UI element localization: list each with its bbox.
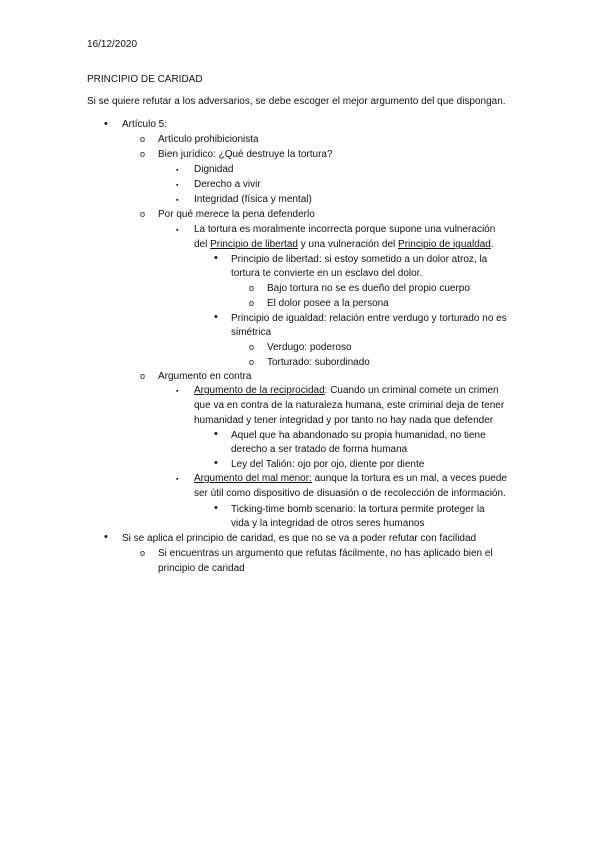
list-item-mal-menor-line1: Argumento del mal menor: aunque la tortura es un mal, a veces puede [194, 473, 507, 484]
list-item-bajo-tortura: Bajo tortura no se es dueño del propio cuerpo [267, 283, 470, 294]
list-item-aquel-line2: derecho a ser tratado de forma humana [231, 444, 408, 455]
list-item-ticking-line1: Ticking-time bomb scenario: la tortura permite proteger la [231, 504, 485, 515]
list-item-derecho-vivir: Derecho a vivir [194, 179, 261, 190]
date: 16/12/2020 [87, 39, 138, 50]
bullet-square-icon: ▪ [176, 182, 179, 189]
list-item-torturado: Torturado: subordinado [267, 357, 370, 368]
list-item-reciprocidad-line1: Argumento de la reciprocidad: Cuando un criminal comete un crimen [194, 385, 499, 396]
list-item-contra: Argumento en contra [158, 371, 252, 382]
principio-libertad-link-text: Principio de libertad [210, 239, 298, 250]
bullet-circle-icon: o [140, 149, 146, 159]
list-item-igualdad-line1: Principio de igualdad: relación entre verdugo y torturado no es [231, 313, 507, 324]
bullet-circle-icon: o [140, 371, 146, 381]
bullet-dot-icon: • [104, 118, 108, 130]
list-item-integridad: Integridad (física y mental) [194, 194, 312, 205]
bullet-dot-icon: • [214, 252, 218, 264]
bullet-square-icon: ▪ [176, 476, 179, 483]
list-item-dignidad: Dignidad [194, 164, 234, 175]
list-item-articulo: Artículo 5: [122, 119, 168, 130]
principio-igualdad-link-text: Principio de igualdad [398, 239, 491, 250]
list-item-mal-menor-line2: ser útil como dispositivo de disuasión o de recolección de información. [194, 488, 506, 499]
bullet-square-icon: ▪ [176, 197, 179, 204]
list-item-refutas-line1: Si encuentras un argumento que refutas fácilmente, no has aplicado bien el [158, 548, 493, 559]
list-item-dolor-posee: El dolor posee a la persona [267, 298, 389, 309]
list-item-talion: Ley del Talión: ojo por ojo, diente por diente [231, 459, 425, 470]
list-item-aquel-line1: Aquel que ha abandonado su propia humanidad, no tiene [231, 430, 486, 441]
reciprocidad-label: Argumento de la reciprocidad [194, 385, 325, 396]
list-item-igualdad-line2: simétrica [231, 327, 272, 338]
intro-paragraph: Si se quiere refutar a los adversarios, se debe escoger el mejor argumento del que dispongan. [87, 96, 506, 107]
page-title: PRINCIPIO DE CARIDAD [87, 74, 203, 85]
bullet-dot-icon: • [214, 457, 218, 469]
list-item-refutas-line2: principio de caridad [158, 563, 245, 574]
list-item-verdugo: Verdugo: poderoso [267, 342, 352, 353]
list-item-aplica: Si se aplica el principio de caridad, es que no se va a poder refutar con facilidad [122, 533, 477, 544]
list-item-reciprocidad-line2: que va en contra de la naturaleza humana, este criminal deja de tener [194, 400, 505, 411]
bullet-circle-icon: o [249, 357, 255, 367]
bullet-circle-icon: o [249, 298, 255, 308]
bullet-dot-icon: • [214, 428, 218, 440]
list-item-prohibicionista: Artículo prohibicionista [158, 134, 259, 145]
list-item-libertad-line1: Principio de libertad: si estoy sometido a un dolor atroz, la [231, 254, 488, 265]
bullet-circle-icon: o [140, 209, 146, 219]
list-item-reciprocidad-line3: humanidad y tener integridad y por tanto no hay nada que defender [194, 415, 494, 426]
bullet-square-icon: ▪ [176, 227, 179, 234]
list-item-por-que: Por qué merece la pena defenderlo [158, 209, 315, 220]
bullet-square-icon: ▪ [176, 167, 179, 174]
bullet-circle-icon: o [249, 342, 255, 352]
bullet-circle-icon: o [140, 548, 146, 558]
list-item-tortura-line2: del Principio de libertad y una vulneración del Principio de igualdad. [194, 239, 494, 250]
mal-menor-label: Argumento del mal menor: [194, 473, 312, 484]
list-item-bien-juridico: Bien jurídico: ¿Qué destruye la tortura? [158, 149, 333, 160]
bullet-circle-icon: o [140, 134, 146, 144]
bullet-square-icon: ▪ [176, 388, 179, 395]
bullet-dot-icon: • [104, 531, 108, 543]
bullet-dot-icon: • [214, 311, 218, 323]
list-item-ticking-line2: vida y la integridad de otros seres humanos [231, 518, 425, 529]
list-item-libertad-line2: tortura te convierte en un esclavo del dolor. [231, 268, 423, 279]
bullet-circle-icon: o [249, 283, 255, 293]
list-item-tortura-line1: La tortura es moralmente incorrecta porque supone una vulneración [194, 224, 496, 235]
bullet-dot-icon: • [214, 502, 218, 514]
